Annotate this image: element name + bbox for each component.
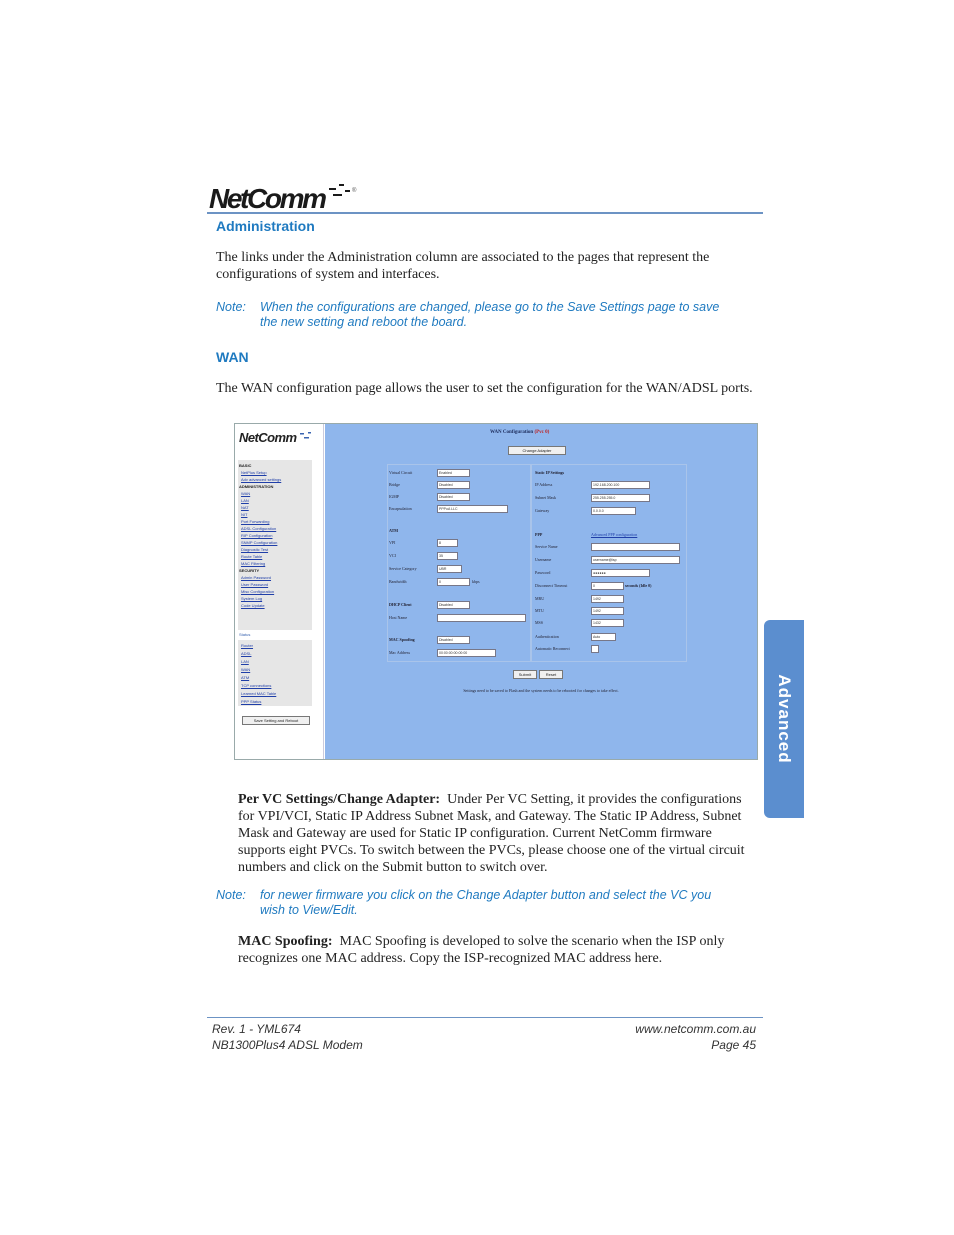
note-change-adapter [216, 888, 736, 920]
timeout-unit: seconds (Idle 0) [625, 583, 652, 588]
note-administration [216, 300, 736, 332]
authentication-select[interactable]: Auto [591, 633, 616, 641]
nav-item[interactable]: ADSL [241, 651, 252, 656]
vpi-input[interactable]: 8 [437, 539, 458, 547]
password-input[interactable]: ●●●●●● [591, 569, 650, 577]
nav-item[interactable]: Diagnostic Test [241, 547, 269, 552]
field-label: Bandwidth [389, 579, 407, 584]
note-label: Note: [216, 300, 246, 314]
flash-save-note: Settings need to be saved to Flash and the system needs to be rebooted for changes to take effect. [463, 688, 619, 693]
nav-item[interactable]: LAN [241, 498, 249, 503]
advanced-ppp-link[interactable]: Advanced PPP configuration [591, 532, 638, 537]
screenshot-logo [238, 428, 318, 446]
administration-paragraph [216, 249, 766, 283]
nav-item[interactable]: Learned MAC Table [241, 691, 277, 696]
nav-item[interactable]: NAT [241, 505, 249, 510]
header-rule [207, 212, 763, 214]
logo-wordmark: NetComm [209, 183, 327, 214]
field-label: Subnet Mask [535, 495, 556, 500]
nav-item[interactable]: NIT [241, 512, 248, 517]
nav-head-security: SECURITY [239, 568, 260, 573]
note-label: Note: [216, 888, 246, 902]
static-ip-heading: Static IP Settings [535, 470, 565, 475]
paragraph-line: The links under the Administration column are associated to the pages that represent the [216, 250, 710, 265]
field-label: MSS [535, 620, 544, 625]
encapsulation-select[interactable]: PPPoA LLC [437, 505, 508, 513]
svg-text:NetComm: NetComm [239, 430, 297, 445]
field-label: Disconnect Timeout [535, 583, 568, 588]
nav-item[interactable]: Adv advanced settings [241, 477, 282, 482]
virtual-circuit-select[interactable]: Enabled [437, 469, 470, 477]
note-line: the new setting and reboot the board. [260, 315, 468, 329]
auto-reconnect-checkbox[interactable] [591, 645, 599, 653]
paragraph-line: recognizes one MAC address. Copy the ISP-recognized MAC address here. [238, 951, 663, 966]
paragraph-line: Mask and Gateway are used for Static IP configuration. Current NetComm firmware [238, 826, 712, 841]
nav-item[interactable]: RIP Configuration [241, 533, 273, 538]
screenshot-nav-panel [235, 424, 324, 759]
note-text [260, 888, 734, 918]
field-label: IGMP [389, 494, 400, 499]
field-label: VPI [389, 540, 396, 545]
paragraph-line: supports eight PVCs. To switch between the PVCs, please choose one of the virtual circuit [238, 843, 745, 858]
reset-button[interactable]: Reset [539, 670, 563, 679]
mac-spoofing-paragraph [238, 933, 754, 967]
field-label: VCI [389, 553, 396, 558]
change-adapter-button[interactable]: Change Adapter [508, 446, 566, 455]
field-label: MTU [535, 608, 544, 613]
mac-spoofing-label: MAC Spoofing [389, 637, 415, 642]
username-input[interactable]: username@isp [591, 556, 680, 564]
igmp-select[interactable]: Disabled [437, 493, 470, 501]
paragraph-line: configurations of system and interfaces. [216, 267, 440, 282]
service-name-input[interactable] [591, 543, 680, 551]
paragraph-line: Under Per VC Setting, it provides the configurations [447, 792, 742, 807]
footer-revision: Rev. 1 - YML674 [212, 1022, 301, 1036]
paragraph-line: numbers and click on the Submit button to switch over. [238, 860, 548, 875]
dhcp-client-label: DHCP Client [389, 602, 412, 607]
kbps-unit: kbps [472, 579, 480, 584]
mac-address-input[interactable]: 00:00:00:00:00:00 [437, 649, 496, 657]
nav-item[interactable]: MAC Filtering [241, 561, 266, 566]
footer-website: www.netcomm.com.au [635, 1022, 756, 1036]
nav-item[interactable]: Code Update [241, 603, 265, 608]
footer-page-number: Page 45 [711, 1038, 756, 1052]
note-text [260, 300, 734, 330]
disconnect-timeout-input[interactable]: 0 [591, 582, 624, 590]
mac-spoofing-select[interactable]: Disabled [437, 636, 470, 644]
field-label: Password [535, 570, 551, 575]
field-label: MRU [535, 596, 545, 601]
field-label: Encapsulation [389, 506, 412, 511]
field-label: Virtual Circuit [389, 470, 413, 475]
wan-configuration-screenshot [234, 423, 758, 760]
nav-item[interactable]: Route Table [241, 554, 263, 559]
gateway-input[interactable]: 0.0.0.0 [591, 507, 636, 515]
subnet-mask-input[interactable]: 255.255.255.0 [591, 494, 650, 502]
section-heading-wan: WAN [216, 349, 249, 365]
term-mac-spoofing: MAC Spoofing: [238, 934, 333, 949]
field-label: IP Address [535, 482, 553, 487]
mru-input[interactable]: 1492 [591, 595, 624, 603]
field-label: Automatic Reconnect [535, 646, 570, 651]
nav-item[interactable]: ADSL Configuration [241, 526, 277, 531]
status-nav-box [238, 640, 312, 706]
ip-address-input[interactable]: 192.168.200.100 [591, 481, 650, 489]
field-label: Service Category [389, 566, 417, 571]
save-setting-reboot-button[interactable]: Save Setting and Reboot [242, 716, 310, 725]
note-line: for newer firmware you click on the Change Adapter button and select the VC you [260, 888, 712, 902]
host-name-input[interactable] [437, 614, 526, 622]
nav-item[interactable]: System Log [241, 596, 263, 601]
registered-mark: ® [352, 188, 357, 194]
per-vc-paragraph [238, 791, 754, 876]
section-heading-administration: Administration [216, 218, 315, 234]
nav-head-status: Status [239, 632, 251, 637]
nav-item[interactable]: Admin Password [241, 575, 272, 580]
side-tab-label: Advanced [775, 674, 794, 764]
dhcp-client-select[interactable]: Disabled [437, 601, 470, 609]
wan-config-title: WAN Configuration (Pvc 0) [490, 430, 550, 435]
nav-item[interactable]: NetPlus Setup [241, 470, 267, 475]
screenshot-wan-form [325, 424, 757, 759]
nav-item[interactable]: User Password [241, 582, 269, 587]
nav-item[interactable]: WAN [241, 667, 251, 672]
term-per-vc: Per VC Settings/Change Adapter: [238, 792, 441, 807]
advanced-side-tab [764, 620, 804, 818]
nav-item[interactable]: Router [241, 643, 254, 648]
nav-item[interactable]: ATM [241, 675, 250, 680]
atm-heading: ATM [389, 528, 399, 533]
nav-item[interactable]: LAN [241, 659, 249, 664]
mac-address-label: Mac Address [389, 650, 410, 655]
nav-head-basic: BASIC [239, 463, 252, 468]
host-name-label: Host Name [389, 615, 408, 620]
nav-item[interactable]: PPP Status [241, 699, 262, 704]
service-category-select[interactable]: UBR [437, 565, 462, 573]
netcomm-logo [207, 178, 367, 214]
note-line: When the configurations are changed, please go to the Save Settings page to save [260, 300, 720, 314]
nav-item[interactable]: TCP connections [241, 683, 272, 688]
footer-rule [207, 1017, 763, 1018]
mtu-input[interactable]: 1492 [591, 607, 624, 615]
field-label: Service Name [535, 544, 558, 549]
vci-input[interactable]: 35 [437, 552, 458, 560]
field-label: Bridge [389, 482, 400, 487]
field-label: Username [535, 557, 552, 562]
note-line: wish to View/Edit. [260, 903, 358, 917]
nav-item[interactable]: SNMP Configuration [241, 540, 278, 545]
nav-head-administration: ADMINISTRATION [239, 484, 274, 489]
wan-paragraph: The WAN configuration page allows the user to set the configuration for the WAN/ADSL ports. [216, 381, 753, 396]
submit-button[interactable]: Submit [513, 670, 537, 679]
bridge-select[interactable]: Disabled [437, 481, 470, 489]
nav-item[interactable]: Misc Configuration [241, 589, 275, 594]
bandwidth-input[interactable]: 0 [437, 578, 470, 586]
paragraph-line: MAC Spoofing is developed to solve the scenario when the ISP only [339, 934, 725, 949]
footer-product: NB1300Plus4 ADSL Modem [212, 1038, 363, 1052]
field-label: Gateway [535, 508, 550, 513]
ppp-heading: PPP [535, 532, 543, 537]
field-label: Authentication [535, 634, 559, 639]
nav-item-wan[interactable]: WAN [241, 491, 251, 496]
mss-input[interactable]: 1432 [591, 619, 624, 627]
nav-item[interactable]: Port Forwarding [241, 519, 270, 524]
paragraph-line: for VPI/VCI, Static IP Address Subnet Mask, and Gateway. The Static IP Address, Subnet [238, 809, 742, 824]
